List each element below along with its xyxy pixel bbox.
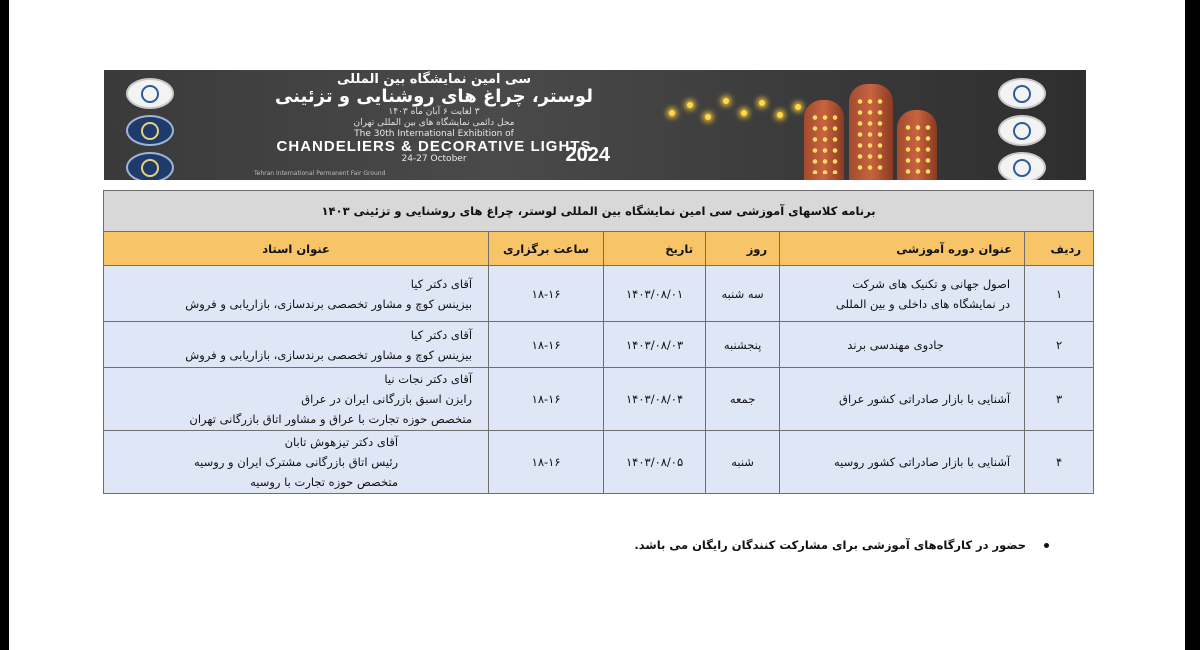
- decorative-light-icon: [804, 100, 844, 180]
- table-row: [104, 368, 1094, 431]
- organizer-logo-icon: [998, 152, 1046, 180]
- day-cell: پنجشنبه: [706, 322, 780, 368]
- table-row: [104, 431, 1094, 494]
- teacher-cell: آقای دکتر کیا بیزینس کوچ و مشاور تخصصی برندسازی، بازاریابی و فروش: [104, 266, 489, 322]
- banner-dates-fa: ۳ لغایت ۶ آبان ماه ۱۴۰۳: [388, 107, 480, 117]
- left-black-edge: [0, 0, 9, 650]
- free-attendance-note: [609, 538, 1049, 552]
- date-cell: ۱۴۰۳/۰۸/۰۳: [604, 322, 706, 368]
- bullet-icon: [1044, 543, 1049, 548]
- banner-title-en: The 30th International Exhibition of: [354, 129, 514, 139]
- teacher-cell: آقای دکتر تیزهوش تابان رئیس اتاق بازرگانی مشترک ایران و روسیه متخصص حوزه تجارت با روسیه: [104, 431, 489, 494]
- exhibition-banner: [104, 70, 1086, 180]
- schedule-table: [103, 190, 1094, 494]
- organizer-logo-icon: [998, 115, 1046, 146]
- date-cell: ۱۴۰۳/۰۸/۰۴: [604, 368, 706, 431]
- time-cell: ۱۸-۱۶: [489, 322, 604, 368]
- teacher-cell: آقای دکتر نجات نیا رایزن اسبق بازرگانی ایران در عراق متخصص حوزه تجارت با عراق و مشاور اتاق بازرگانی تهران: [104, 368, 489, 431]
- decorative-light-icon: [849, 84, 893, 180]
- organizer-logo-icon: [126, 152, 174, 180]
- row-number: ۲: [1025, 322, 1094, 368]
- course-title: آشنایی با بازار صادراتی کشور عراق: [780, 368, 1025, 431]
- header-time: ساعت برگزاری: [489, 232, 604, 266]
- day-cell: جمعه: [706, 368, 780, 431]
- chandelier-icon: [659, 80, 809, 140]
- time-cell: ۱۸-۱۶: [489, 368, 604, 431]
- banner-venue-fa: محل دائمی نمایشگاه های بین المللی تهران: [353, 118, 515, 128]
- banner-subtitle-en: CHANDELIERS & DECORATIVE LIGHTS: [276, 138, 592, 155]
- banner-venue-en: Tehran International Permanent Fair Ground: [254, 170, 386, 177]
- course-title: آشنایی با بازار صادراتی کشور روسیه: [780, 431, 1025, 494]
- table-title: برنامه کلاسهای آموزشی سی امین نمایشگاه بین المللی لوستر، چراغ های روشنایی و تزئینی ۱۴۰۳: [104, 191, 1094, 232]
- right-black-edge: [1185, 0, 1200, 650]
- banner-dates-en: 24-27 October: [401, 154, 467, 164]
- organizer-logo-icon: [126, 78, 174, 109]
- banner-text: [254, 72, 614, 176]
- row-number: ۳: [1025, 368, 1094, 431]
- note-text: حضور در کارگاه‌های آموزشی برای مشارکت کنندگان رایگان می باشد.: [634, 538, 1026, 552]
- document-page: [9, 0, 1185, 650]
- organizer-logo-icon: [998, 78, 1046, 109]
- header-teacher: عنوان استاد: [104, 232, 489, 266]
- course-title: اصول جهانی و تکنیک های شرکت در نمایشگاه های داخلی و بین المللی: [780, 266, 1025, 322]
- row-number: ۴: [1025, 431, 1094, 494]
- day-cell: سه شنبه: [706, 266, 780, 322]
- course-title: جادوی مهندسی برند: [780, 322, 1025, 368]
- table-header-row: [104, 232, 1094, 266]
- left-logos: [126, 78, 174, 180]
- date-cell: ۱۴۰۳/۰۸/۰۵: [604, 431, 706, 494]
- banner-subtitle-fa: لوستر، چراغ های روشنایی و تزئینی: [275, 86, 593, 107]
- day-cell: شنبه: [706, 431, 780, 494]
- banner-title-fa: سی امین نمایشگاه بین المللی: [337, 72, 531, 87]
- header-day: روز: [706, 232, 780, 266]
- right-logos: [998, 78, 1046, 180]
- header-course: عنوان دوره آموزشی: [780, 232, 1025, 266]
- organizer-logo-icon: [126, 115, 174, 146]
- table-row: [104, 266, 1094, 322]
- teacher-cell: آقای دکتر کیا بیزینس کوچ و مشاور تخصصی برندسازی، بازاریابی و فروش: [104, 322, 489, 368]
- date-cell: ۱۴۰۳/۰۸/۰۱: [604, 266, 706, 322]
- time-cell: ۱۸-۱۶: [489, 266, 604, 322]
- banner-year: 2024: [565, 144, 610, 166]
- table-row: [104, 322, 1094, 368]
- header-date: تاریخ: [604, 232, 706, 266]
- header-row-number: ردیف: [1025, 232, 1094, 266]
- row-number: ۱: [1025, 266, 1094, 322]
- decorative-light-icon: [897, 110, 937, 180]
- time-cell: ۱۸-۱۶: [489, 431, 604, 494]
